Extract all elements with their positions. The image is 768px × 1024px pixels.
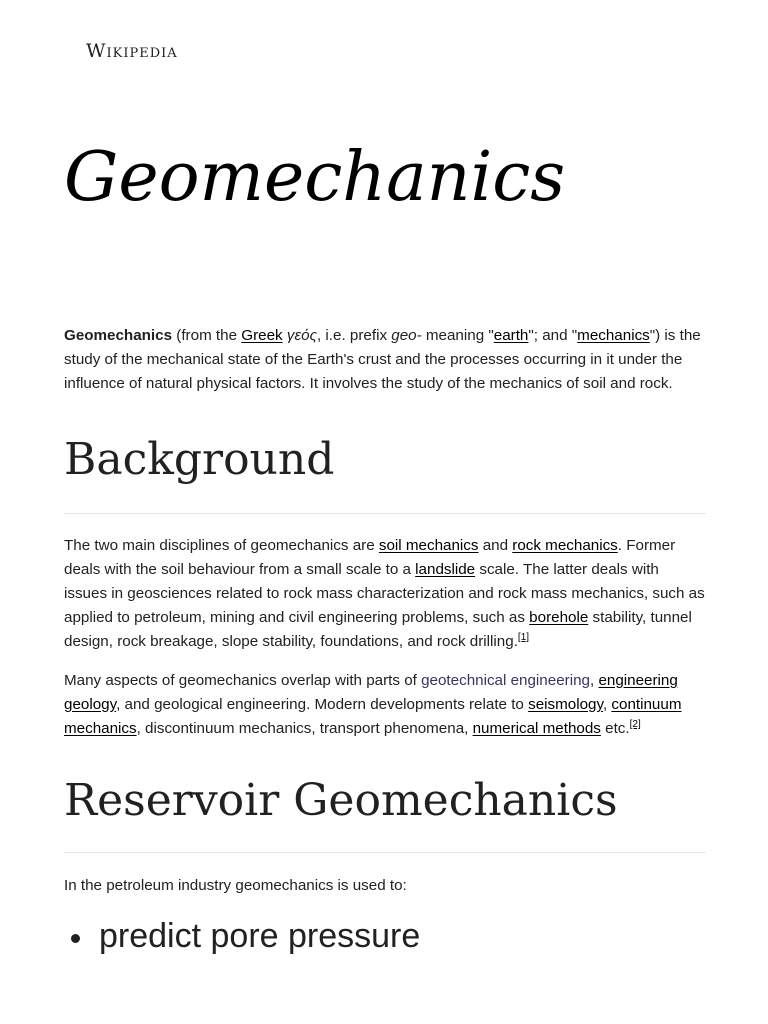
wikipedia-wordmark[interactable]: Wikipedia (86, 40, 178, 62)
paragraph-text: etc. (600, 720, 630, 738)
reservoir-intro: In the petroleum industry geomechanics is used to: (64, 877, 407, 895)
link-continuum-mechanics[interactable]: continuum mechanics (64, 695, 682, 738)
background-paragraph-2 (64, 669, 706, 742)
paragraph-text: . Former deals with the soil behaviour from a small scale to a (64, 536, 676, 578)
section-heading-reservoir-geomechanics: Reservoir Geomechanics (64, 775, 618, 827)
link-landslide[interactable]: landslide (415, 560, 476, 578)
link-seismology[interactable]: seismology (528, 695, 603, 713)
link-rock-mechanics[interactable]: rock mechanics (512, 536, 618, 554)
paragraph-text: stability, tunnel design, rock breakage, slope stability, foundations, and rock drilling. (64, 609, 692, 651)
prefix-geo: geo- (391, 327, 422, 344)
background-paragraph-1 (64, 534, 706, 655)
paragraph-text: , (602, 695, 612, 713)
paragraph-text: and (478, 536, 513, 554)
list-item: predict pore pressure (64, 914, 706, 958)
link-earth[interactable]: earth (493, 327, 529, 344)
section-heading-background: Background (64, 433, 335, 485)
reference-link-1[interactable]: [1] (517, 632, 530, 644)
intro-paragraph (64, 324, 706, 397)
intro-text: ") is the study of the mechanical state of the Earth's crust and the processes occurring in it under the influence of natural physical factors. It involves the study of the mechanics of soil and rock. (64, 327, 701, 393)
intro-text: , i.e. prefix (316, 327, 392, 344)
paragraph-text: Many aspects of geomechanics overlap with parts of (64, 671, 422, 689)
intro-text: (from the (172, 327, 242, 344)
section-divider (64, 513, 706, 514)
intro-term: Geomechanics (64, 327, 173, 344)
link-mechanics[interactable]: mechanics (577, 327, 650, 344)
paragraph-text: , discontinuum mechanics, transport phenomena, (136, 720, 473, 738)
link-borehole[interactable]: borehole (529, 609, 589, 627)
link-soil-mechanics[interactable]: soil mechanics (378, 536, 479, 554)
intro-text: "; and " (528, 327, 578, 344)
article-content (64, 324, 706, 958)
link-greek[interactable]: Greek (241, 327, 283, 344)
paragraph-text: , (589, 671, 599, 689)
section-divider (64, 852, 706, 853)
reference-1[interactable] (518, 632, 529, 643)
link-engineering-geology[interactable]: engineering geology (64, 671, 678, 713)
reference-2[interactable] (630, 719, 641, 730)
link-geotechnical-engineering[interactable]: geotechnical engineering (421, 671, 590, 689)
link-numerical-methods[interactable]: numerical methods (472, 720, 601, 738)
greek-word: γεός (286, 327, 317, 344)
paragraph-text: The two main disciplines of geomechanics are (64, 536, 379, 554)
intro-text: meaning " (421, 327, 494, 344)
reference-link-2[interactable]: [2] (629, 718, 641, 730)
reservoir-uses-list (64, 914, 706, 958)
paragraph-text: scale. The latter deals with issues in geosciences related to rock mass characterization and rock mass mechanics, such as applied to petroleum, mining and civil engineering problems, such as (64, 560, 705, 627)
page-title: Geomechanics (64, 138, 566, 217)
paragraph-text: , and geological engineering. Modern developments relate to (116, 695, 529, 713)
